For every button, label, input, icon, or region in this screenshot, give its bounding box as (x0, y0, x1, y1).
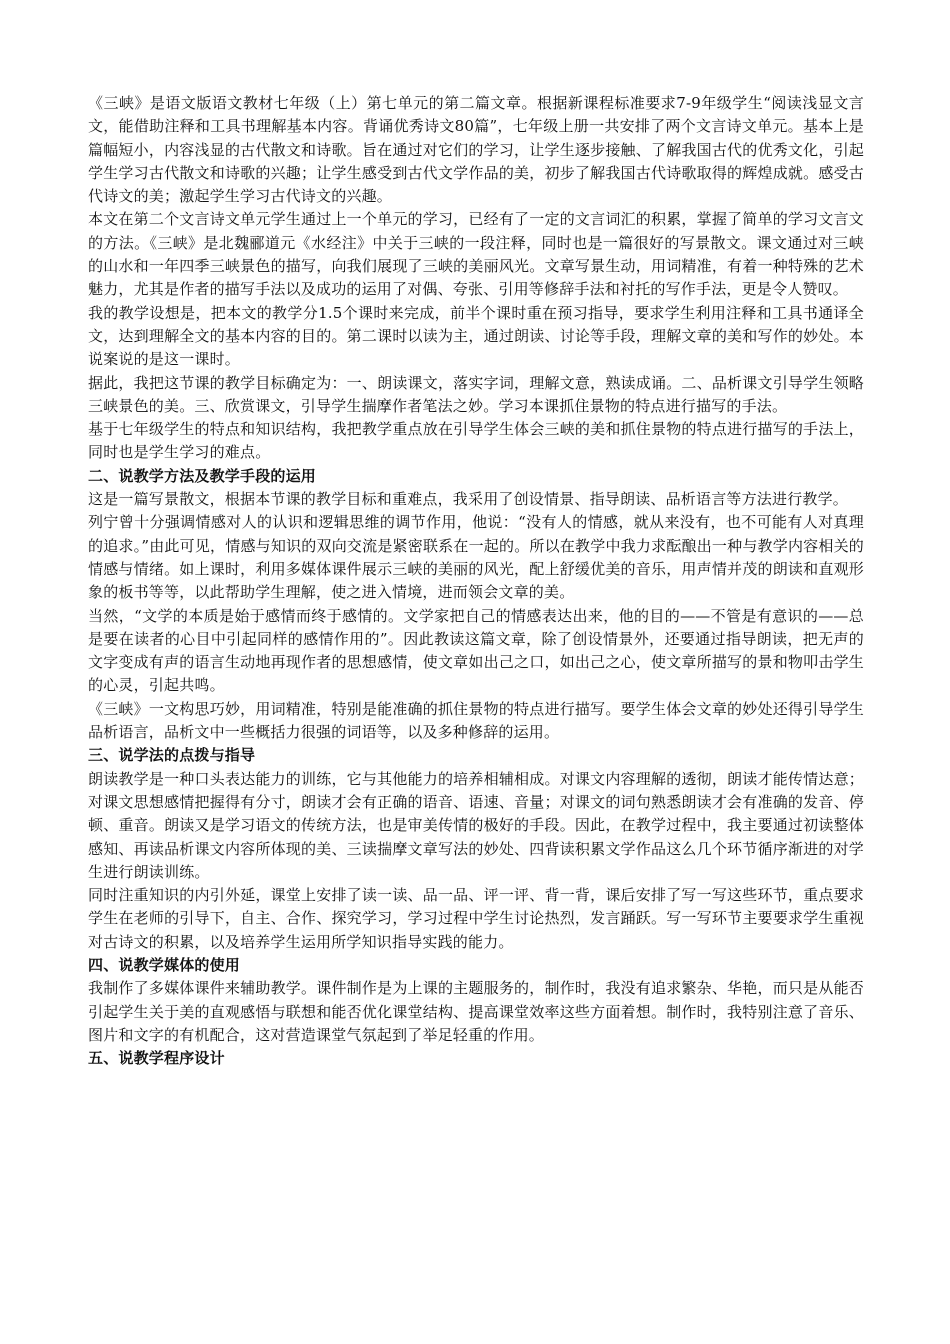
intro-paragraph-2: 本文在第二个文言诗文单元学生通过上一个单元的学习，已经有了一定的文言词汇的积累，掌握了简单的学习文言文的方法。《三峡》是北魏郦道元《水经注》中关于三峡的一段注释，同时也是一篇很好的写景散文。课文通过对三峡的山水和一年四季三峡景色的描写，向我们展现了三峡的美丽风光。文章写景生动，用词精准，有着一种特殊的艺术魅力，尤其是作者的描写手法以及成功的运用了对偶、夸张、引用等修辞手法和衬托的写作手法，更是令人赞叹。 (88, 210, 864, 299)
section-heading-learning-guidance: 三、说学法的点拨与指导 (88, 746, 256, 765)
section2-paragraph-1: 这是一篇写景散文，根据本节课的教学目标和重难点，我采用了创设情景、指导朗读、品析语言等方法进行教学。 (88, 490, 849, 509)
intro-paragraph-1: 《三峡》是语文版语文教材七年级（上）第七单元的第二篇文章。根据新课程标准要求7-9年级学生“阅读浅显文言文，能借助注释和工具书理解基本内容。背诵优秀诗文80篇”，七年级上册一共安排了两个文言诗文单元。基本上是篇幅短小，内容浅显的古代散文和诗歌。旨在通过对它们的学习，让学生逐步接触、了解我国古代的优秀文化，引起学生学习古代散文和诗歌的兴趣；让学生感受到古代文学作品的美，初步了解我国古代诗歌取得的辉煌成就。感受古代诗文的美；激起学生学习古代诗文的兴趣。 (88, 94, 864, 206)
section4-paragraph-1: 我制作了多媒体课件来辅助教学。课件制作是为上课的主题服务的，制作时，我没有追求繁杂、华艳，而只是从能否引起学生关于美的直观感悟与联想和能否优化课堂结构、提高课堂效率这些方面着想。制作时，我特别注意了音乐、图片和文字的有机配合，这对营造课堂气氛起到了举足轻重的作用。 (88, 979, 864, 1044)
section2-paragraph-4: 《三峡》一文构思巧妙，用词精准，特别是能准确的抓住景物的特点进行描写。要学生体会文章的妙处还得引导学生品析语言，品析文中一些概括力很强的词语等，以及多种修辞的运用。 (88, 699, 864, 742)
section-heading-teaching-methods: 二、说教学方法及教学手段的运用 (88, 466, 317, 485)
section2-paragraph-2: 列宁曾十分强调情感对人的认识和逻辑思维的调节作用，他说：“没有人的情感，就从来没有，也不可能有人对真理的追求。”由此可见，情感与知识的双向交流是紧密联系在一起的。所以在教学中我力求酝酿出一种与教学内容相关的情感与情绪。如上课时，利用多媒体课件展示三峡的美丽的风光，配上舒缓优美的音乐，用声情并茂的朗读和直观形象的板书等等，以此帮助学生理解，使之进入情境，进而领会文章的美。 (88, 513, 864, 602)
document-page (88, 92, 864, 1070)
section-heading-procedure-design: 五、说教学程序设计 (88, 1049, 225, 1068)
section2-paragraph-3: 当然，“文学的本质是始于感情而终于感情的。文学家把自己的情感表达出来，他的目的——不管是有意识的——总是要在读者的心目中引起同样的感情作用的”。因此教读这篇文章，除了创设情景外，还要通过指导朗读，把无声的文字变成有声的语言生动地再现作者的思想感情，使文章如出己之口，如出己之心，使文章所描写的景和物叩击学生的心灵，引起共鸣。 (88, 606, 864, 695)
intro-paragraph-5: 基于七年级学生的特点和知识结构，我把教学重点放在引导学生体会三峡的美和抓住景物的特点进行描写的手法上，同时也是学生学习的难点。 (88, 420, 864, 462)
intro-paragraph-3: 我的教学设想是，把本文的教学分1.5个课时来完成，前半个课时重在预习指导，要求学生利用注释和工具书通译全文，达到理解全文的基本内容的目的。第二课时以读为主，通过朗读、讨论等手段，理解文章的美和写作的妙处。本说案说的是这一课时。 (88, 303, 864, 369)
intro-paragraph-4: 据此，我把这节课的教学目标确定为：一、朗读课文，落实字词，理解文意，熟读成诵。二、品析课文引导学生领略三峡景色的美。三、欣赏课文，引导学生揣摩作者笔法之妙。学习本课抓住景物的特点进行描写的手法。 (88, 373, 864, 415)
section3-paragraph-2: 同时注重知识的内引外延，课堂上安排了读一读、品一品、评一评、背一背，课后安排了写一写这些环节，重点要求学生在老师的引导下，自主、合作、探究学习，学习过程中学生讨论热烈，发言踊跃。写一写环节主要要求学生重视对古诗文的积累，以及培养学生运用所学知识指导实践的能力。 (88, 886, 864, 951)
section-heading-media-use: 四、说教学媒体的使用 (88, 955, 241, 974)
section3-paragraph-1: 朗读教学是一种口头表达能力的训练，它与其他能力的培养相辅相成。对课文内容理解的透彻，朗读才能传情达意；对课文思想感情把握得有分寸，朗读才会有正确的语音、语速、音量；对课文的词句熟悉朗读才会有准确的发音、停顿、重音。朗读又是学习语文的传统方法，也是审美传情的极好的手段。因此，在教学过程中，我主要通过初读整体感知、再读品析课文内容所体现的美、三读揣摩文章写法的妙处、四背读积累文学作品这么几个环节循序渐进的对学生进行朗读训练。 (88, 769, 864, 881)
